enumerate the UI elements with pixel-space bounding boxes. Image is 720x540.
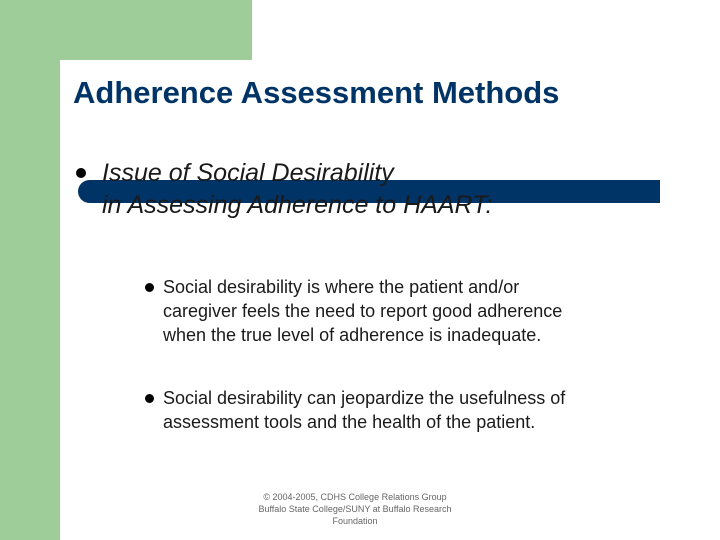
footer-line: Foundation: [332, 516, 378, 526]
sub-bullet-line: caregiver feels the need to report good adherence: [163, 301, 563, 321]
sub-bullet-text: [163, 386, 663, 434]
sub-bullet-text: [163, 275, 663, 347]
bullet-icon: [145, 394, 154, 403]
decorative-green-sidebar: [0, 0, 60, 540]
sub-bullet-line: when the true level of adherence is inadequate.: [163, 325, 542, 345]
sub-bullet-line: Social desirability is where the patient and/or: [163, 277, 520, 297]
footer-line: © 2004-2005, CDHS College Relations Group: [263, 492, 447, 502]
main-bullet-line: in Assessing Adherence to HAART:: [102, 191, 493, 219]
sub-bullet-line: Social desirability can jeopardize the usefulness of: [163, 388, 566, 408]
copyright-footer: [200, 491, 510, 527]
main-bullet-line: Issue of Social Desirability: [102, 159, 394, 187]
main-bullet-text: [102, 157, 682, 221]
sub-bullet-line: assessment tools and the health of the patient.: [163, 412, 536, 432]
slide-title: Adherence Assessment Methods: [73, 75, 560, 110]
bullet-icon: [76, 168, 86, 178]
footer-line: Buffalo State College/SUNY at Buffalo Research: [258, 504, 452, 514]
bullet-icon: [145, 283, 154, 292]
